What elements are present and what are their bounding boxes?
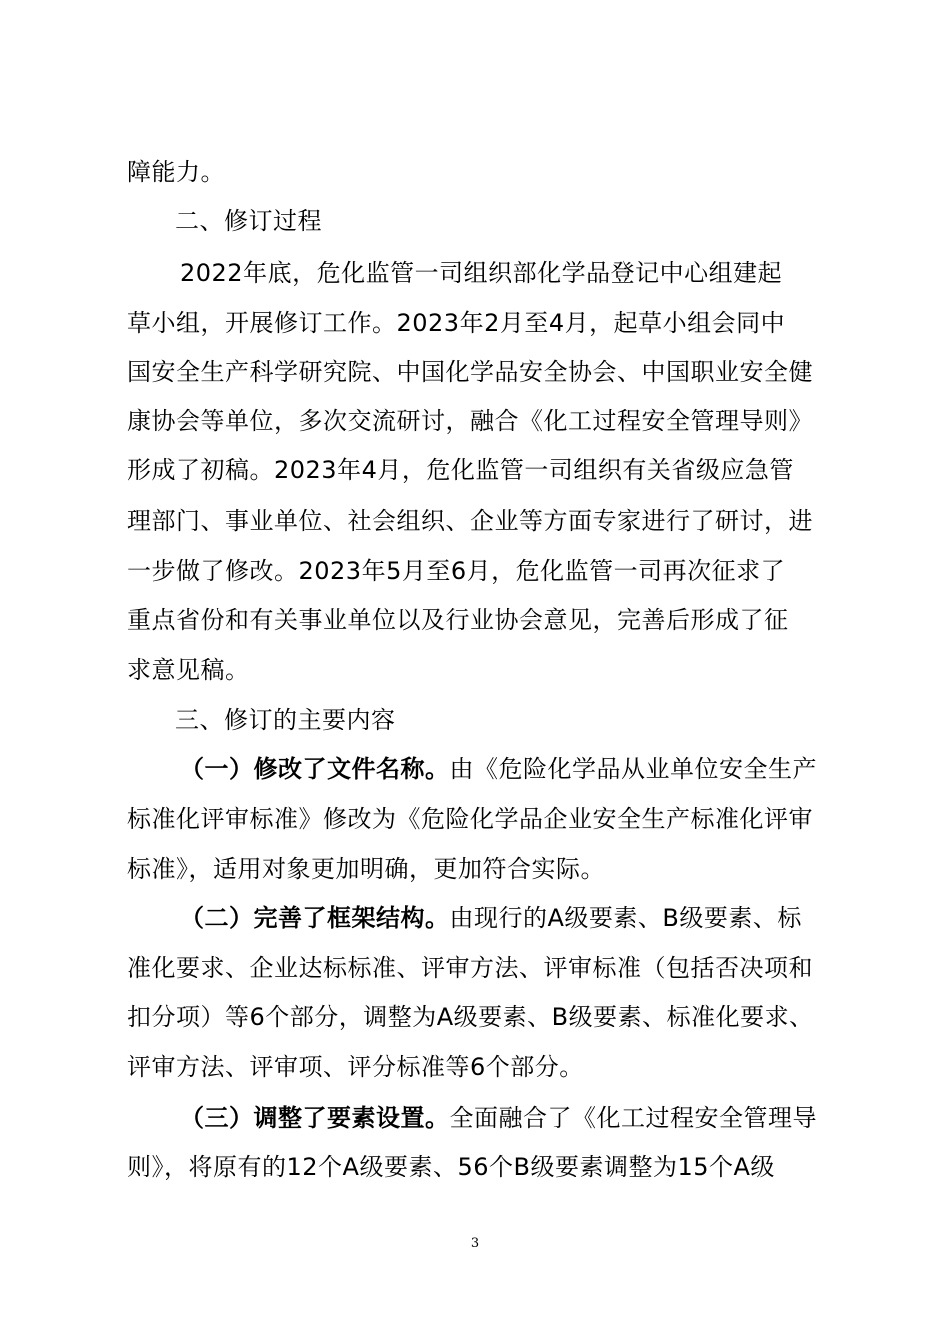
paragraph-line: 求意见稿。 — [127, 656, 250, 684]
item-heading: （二）完善了框架结构。 — [180, 904, 450, 932]
paragraph-line: 评审方法、评审项、评分标准等6个部分。 — [127, 1053, 584, 1081]
paragraph-line: 形成了初稿。2023年4月，危化监管一司组织有关省级应急管 — [127, 456, 794, 484]
item-heading-line — [180, 753, 817, 785]
paragraph-line: 国安全生产科学研究院、中国化学品安全协会、中国职业安全健 — [127, 358, 813, 386]
item-heading: （三）调整了要素设置。 — [180, 1104, 450, 1132]
text-line: 障能力。 — [127, 158, 225, 186]
paragraph-line: 理部门、事业单位、社会组织、企业等方面专家进行了研讨，进 — [127, 507, 813, 535]
item-heading: （一）修改了文件名称。 — [180, 755, 450, 783]
item-text: 全面融合了《化工过程安全管理导 — [449, 1104, 817, 1132]
paragraph-line: 标准化评审标准》修改为《危险化学品企业安全生产标准化评审 — [127, 805, 813, 833]
paragraph-line: 康协会等单位，多次交流研讨，融合《化工过程安全管理导则》 — [127, 407, 813, 435]
paragraph-line: 准化要求、企业达标标准、评审方法、评审标准（包括否决项和 — [127, 954, 813, 982]
section-heading: 三、修订的主要内容 — [175, 706, 396, 734]
section-heading: 二、修订过程 — [175, 207, 322, 235]
paragraph-line: 草小组，开展修订工作。2023年2月至4月，起草小组会同中 — [127, 309, 786, 337]
paragraph-line: 标准》，适用对象更加明确，更加符合实际。 — [127, 855, 605, 883]
paragraph-line: 一步做了修改。2023年5月至6月，危化监管一司再次征求了 — [127, 557, 786, 585]
paragraph-line: 扣分项）等6个部分，调整为A级要素、B级要素、标准化要求、 — [127, 1003, 814, 1031]
paragraph-line: 重点省份和有关事业单位以及行业协会意见，完善后形成了征 — [127, 606, 789, 634]
paragraph-line: 2022年底，危化监管一司组织部化学品登记中心组建起 — [180, 259, 783, 287]
page-number: 3 — [470, 1236, 480, 1251]
item-text: 由现行的A级要素、B级要素、标 — [449, 904, 802, 932]
item-heading-line — [180, 902, 802, 934]
item-heading-line — [180, 1102, 817, 1134]
paragraph-line: 则》，将原有的12个A级要素、56个B级要素调整为15个A级 — [127, 1153, 775, 1181]
item-text: 由《危险化学品从业单位安全生产 — [449, 755, 817, 783]
